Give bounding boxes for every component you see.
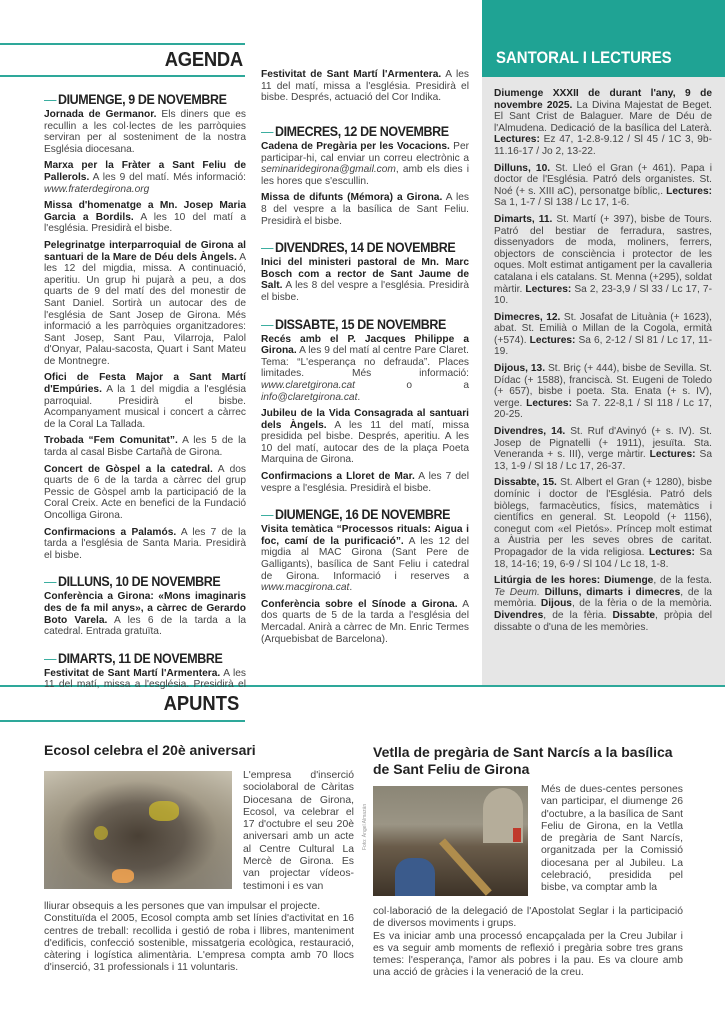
dash-icon: — bbox=[44, 574, 57, 590]
article-paragraph: Es va iniciar amb una processó encapçalada per la Creu Jubilar i es va seguir amb moments de reflexió i pregària sobre tres grans temes: l'esperança, l'amor als pobres i la pau. Es va cloure amb una acció de gràcies i la veneració de la creu. bbox=[373, 930, 683, 979]
entry-title: Ofici de Festa Major a Sant Martí d'Empúries. bbox=[44, 372, 246, 396]
dash-icon: — bbox=[44, 650, 57, 666]
santoral-entry bbox=[494, 363, 712, 421]
agenda-title: AGENDA bbox=[164, 49, 243, 71]
group-celebration-photo bbox=[44, 771, 232, 889]
entry-title: Recés amb el P. Jacques Philippe a Girona. bbox=[261, 333, 469, 357]
article-side-text: L'empresa d'inserció sociolaboral de Càritas Diocesana de Girona, Ecosol, va celebrar el 17 d'octubre el seu 20è aniversari amb un acte al Centre Cultural La Mercè de Girona. Es van projectar vídeos-testimoni i es van bbox=[243, 770, 354, 892]
entry-text: A dos quarts de 6 de la tarda a càrrec del grup Pessic de Gòspel amb la participació de la Coral Creix. Acte en benefici de la Fundació Oncolliga Girona. bbox=[44, 463, 246, 521]
liturgia-day: Dilluns, dimarts i dimecres bbox=[539, 586, 681, 598]
entry-link[interactable]: www.macgirona.cat bbox=[261, 582, 350, 594]
apunts-title: APUNTS bbox=[163, 693, 239, 715]
day-heading-text: DIUMENGE, 9 DE NOVEMBRE bbox=[57, 92, 227, 107]
entry-text: A les 9 del matí al centre Pare Claret. Tema: “L'esperança no defrauda”. Places limitades. Més informació: bbox=[261, 345, 469, 380]
article-paragraph: lliurar obsequis a les persones que van impulsar el projecte. bbox=[44, 901, 321, 912]
lectures-label: Lectures: bbox=[529, 334, 576, 346]
liturgia-day: Dijous bbox=[540, 598, 572, 610]
entry-link[interactable]: www.fraterdegirona.org bbox=[44, 183, 150, 195]
santoral-column bbox=[494, 88, 712, 638]
entry-title: Marxa per la Fràter a Sant Feliu de Pallerols. bbox=[44, 160, 246, 183]
entry-text: , amb els dies i les hores que s'escullin. bbox=[261, 164, 469, 187]
basilica-prayer-photo bbox=[373, 786, 528, 896]
day-heading bbox=[44, 651, 232, 667]
agenda-entry bbox=[261, 334, 469, 404]
entry-title: Jornada de Germanor. bbox=[44, 109, 157, 120]
santoral-entry bbox=[494, 477, 712, 570]
article-body bbox=[373, 906, 683, 980]
santoral-text: St. Albert el Gran (+ 1280), bisbe domínic i doctor de l'Església. Patró dels biòlegs, farmacèutics, físics, matemàtics i científics en general. St. Leopold (+ 1156), conegut com «el Pietós». Príncep molt estimat a Àustria per les seves obres de caritat. Propagador de la vida religiosa. bbox=[494, 477, 712, 558]
article-title: Ecosol celebra el 20è aniversari bbox=[44, 742, 256, 758]
agenda-entry bbox=[261, 524, 469, 594]
entry-title: Visita temàtica “Processos rituals: Aigua i foc, camí de la purificació”. bbox=[261, 524, 469, 547]
entry-text: A les 9 del matí. Més informació: bbox=[89, 171, 246, 183]
article-title: Vetlla de pregària de Sant Narcís a la basílica de Sant Feliu de Girona bbox=[373, 744, 673, 777]
santoral-day: Dijous, 13. bbox=[494, 363, 546, 375]
lectures-text: Ez 47, 1-2.8-9.12 / Sl 45 / 1C 3, 9b-11.16-17 / Jo 2, 13-22. bbox=[494, 134, 712, 157]
entry-text: A dos quarts de 5 de la tarda a l'església del Mercadal. Anirà a càrrec de Mn. Enric Termes (Arquebisbat de Barcelona). bbox=[261, 598, 469, 645]
entry-title: Inici del ministeri pastoral de Mn. Marc Bosch com a rector de Sant Jaume de Salt. bbox=[261, 257, 469, 292]
entry-title: Festivitat de Sant Martí l'Armentera. bbox=[44, 667, 221, 679]
lectures-text: Sa 18, 14-16; 19, 6-9 / Sl 104 / Lc 18, 1-8. bbox=[494, 546, 712, 570]
liturgia-text: , de la festa. bbox=[653, 575, 713, 587]
agenda-entry bbox=[261, 141, 469, 187]
liturgia-label: Litúrgia de les hores: bbox=[494, 575, 601, 587]
agenda-entry bbox=[44, 200, 246, 235]
day-heading-text: DIMECRES, 12 DE NOVEMBRE bbox=[274, 124, 449, 139]
agenda-column-2 bbox=[261, 69, 470, 650]
santoral-entry bbox=[494, 163, 712, 209]
lectures-label: Lectures: bbox=[649, 449, 696, 461]
dash-icon: — bbox=[261, 124, 274, 139]
santoral-entry bbox=[494, 214, 712, 307]
agenda-entry bbox=[261, 408, 469, 466]
entry-title: Missa d'homenatge a Mn. Josep Maria Garcia a Bordils. bbox=[44, 200, 246, 223]
entry-text: A les 8 del vespre a la basílica de Sant Feliu. Presidirà el bisbe. bbox=[261, 192, 469, 227]
santoral-text: St. Ruf d'Avinyó (+ s. IV). St. Josep de Pignatelli (+ 1911), jesuïta. Sta. Veneranda + s. III), verge màrtir. bbox=[494, 426, 712, 461]
santoral-header bbox=[482, 0, 725, 77]
liturgia-day: Dissabte bbox=[612, 609, 655, 621]
agenda-entry bbox=[261, 599, 469, 645]
entry-text: A les 6 de la tarda a la catedral. Entrada gratuïta. bbox=[44, 614, 247, 638]
entry-link[interactable]: www.claretgirona.cat bbox=[261, 379, 355, 391]
liturgia-day: Diumenge bbox=[600, 575, 654, 587]
dash-icon: — bbox=[44, 92, 57, 107]
lectures-text: Sa 2, 23-3,9 / Sl 33 / Lc 17, 7-10. bbox=[494, 283, 712, 307]
santoral-text: St. Briç (+ 444), bisbe de Sevilla. St. Dídac (+ 1588), franciscà. St. Eugeni de Toledo (+ 657), bisbe i poeta. Sta. Enata (+ s. IV), verge. bbox=[494, 363, 712, 409]
day-heading-text: DISSABTE, 15 DE NOVEMBRE bbox=[274, 316, 446, 332]
lectures-label: Lectures: bbox=[525, 283, 572, 295]
liturgia-text: , de la fèria. bbox=[543, 609, 613, 621]
santoral-title: SANTORAL I LECTURES bbox=[496, 48, 672, 67]
apunts-header bbox=[0, 687, 245, 722]
liturgia-entry bbox=[494, 575, 712, 633]
liturgia-day: Divendres bbox=[494, 609, 544, 621]
santoral-entry bbox=[494, 426, 712, 472]
lectures-label: Lectures: bbox=[649, 546, 695, 558]
entry-text: A les 11 del matí, missa presidida pel bisbe. Després, aperitiu. A les 10 del matí, autocar des de la plaça Poeta Marquina de Girona. bbox=[261, 419, 470, 466]
agenda-entry bbox=[261, 257, 469, 303]
entry-text: A les 10 del matí a l'església. Presidirà el bisbe. bbox=[44, 211, 246, 235]
entry-text: A les 11 del matí, missa a l'església. Presidirà el bisbe. Després, actuació del Cor Indika. bbox=[261, 69, 469, 104]
liturgia-text: , de la fèria o de la memòria. bbox=[571, 598, 712, 610]
article-side-text: Més de dues-centes persones van participar, el diumenge 26 d'octubre, a la basílica de Sant Feliu de Girona, en la Vetlla de pregària de Sant Narcís, organitzada per la Comissió diocesana per al Jubileu. La celebració, presidida pel bisbe, va comptar amb la bbox=[541, 784, 683, 894]
santoral-day: Dissabte, 15. bbox=[494, 477, 557, 489]
day-heading bbox=[44, 92, 232, 108]
agenda-entry bbox=[44, 160, 246, 195]
entry-text: Els diners que es recullin a les col·lectes de les parròquies serviran per al sosteniment de la nostra Església diocesana. bbox=[44, 109, 246, 155]
agenda-entry bbox=[44, 435, 246, 458]
agenda-entry bbox=[44, 372, 246, 430]
entry-text: A les 7 del vespre a l'església. Presidirà el bisbe. bbox=[261, 471, 469, 494]
entry-text: . bbox=[349, 582, 353, 594]
day-heading bbox=[261, 317, 454, 333]
entry-link[interactable]: seminaridegirona@gmail.com bbox=[261, 164, 396, 176]
entry-text: A les 7 de la tarda a l'església de Santa Maria. Presidirà el bisbe. bbox=[44, 526, 246, 561]
day-heading bbox=[261, 507, 454, 523]
article-paragraph: col·laboració de la delegació de l'Apostolat Seglar i la participació de diversos moviments i grups. bbox=[373, 906, 683, 930]
entry-title: Conferència a Girona: «Mons imaginaris des de fa mil anys», a càrrec de Gerardo Boto Varela. bbox=[44, 591, 246, 626]
santoral-day: Divendres, 14. bbox=[494, 426, 566, 438]
agenda-header bbox=[0, 43, 245, 77]
lectures-label: Lectures: bbox=[494, 134, 540, 146]
day-heading-text: DIMARTS, 11 DE NOVEMBRE bbox=[57, 650, 223, 666]
entry-title: Confirmacions a Lloret de Mar. bbox=[261, 471, 415, 483]
agenda-entry bbox=[44, 109, 246, 155]
agenda-entry bbox=[261, 471, 469, 494]
agenda-entry bbox=[261, 192, 469, 227]
day-heading bbox=[261, 240, 454, 256]
entry-text: A les 5 de la tarda al casal Bisbe Cartañà de Girona. bbox=[44, 435, 246, 459]
lectures-label: Lectures: bbox=[666, 185, 712, 197]
agenda-column-1 bbox=[44, 92, 246, 696]
entry-title: Confirmacions a Palamós. bbox=[44, 526, 177, 538]
liturgia-text: , pròpia del dissabte o d'una de les memòries. bbox=[494, 609, 713, 633]
dash-icon: — bbox=[261, 507, 274, 523]
entry-text: A les 11 del matí, missa a l'església. Presidirà el bbox=[44, 667, 246, 691]
lectures-text: Sa 13, 1-9 / Sl 18 / Lc 17, 26-37. bbox=[494, 449, 712, 472]
liturgia-text: , de la memòria. bbox=[494, 586, 713, 610]
day-heading bbox=[261, 124, 454, 140]
agenda-entry bbox=[44, 527, 246, 562]
article-body bbox=[44, 901, 354, 975]
entry-title: Trobada “Fem Comunitat”. bbox=[44, 435, 178, 447]
santoral-text: St. Martí (+ 397), bisbe de Tours. Patró del bestiar de ferradura, sastres, dissenyadors de moda, moliners, ferrers, objectors de consciència i protector de les oques. Molt estimat antigament per la cavalleria catalana i els catalans. St. Menna (+295), soldat màrtir. bbox=[494, 213, 712, 295]
entry-text: . bbox=[357, 391, 361, 403]
santoral-day: Dimecres, 12. bbox=[494, 311, 561, 323]
entry-title: Pelegrinatge interparroquial de Girona al santuari de la Mare de Déu dels Àngels. bbox=[44, 239, 246, 263]
agenda-entry-continued bbox=[261, 69, 469, 115]
lectures-text: Sa 7. 22-8,1 / Sl 118 / Lc 17, 20-25. bbox=[494, 397, 712, 421]
liturgia-text: Te Deum. bbox=[494, 586, 540, 598]
entry-link[interactable]: info@claretgirona.cat bbox=[261, 391, 358, 403]
santoral-entry bbox=[494, 312, 712, 358]
agenda-entry bbox=[44, 591, 246, 637]
entry-text: A les 12 del migdia, missa. A continuació, aperitiu. Un grup hi pujarà a peu, a dos quarts de 9 del matí des del monestir de Sant Daniel. Sortirà un autocar des de l'església de Sant Josep de Girona. Més informació a les parròquies organitzadores: Sant Josep, Sant Pau, Vilarroja, Palol d'Onyar, Palau-sacosta, Quart i Sant Mateu de Montnegre. bbox=[44, 251, 246, 367]
entry-text: A les 8 del vespre a l'església. Presidirà el bisbe. bbox=[261, 280, 469, 303]
dash-icon: — bbox=[261, 240, 274, 256]
agenda-entry bbox=[44, 240, 246, 368]
entry-text: o a bbox=[355, 379, 469, 391]
entry-title: Cadena de Pregària per les Vocacions. bbox=[261, 141, 450, 152]
santoral-day: Dimarts, 11. bbox=[494, 213, 553, 225]
entry-title: Concert de Gòspel a la catedral. bbox=[44, 463, 213, 475]
lectures-text: Sa 1, 1-7 / Sl 138 / Lc 17, 1-6. bbox=[494, 197, 630, 209]
santoral-entry bbox=[494, 88, 712, 158]
santoral-text: St. Josafat de Lituània (+ 1623), abat. St. Emilià o Millan de la Cogola, ermità (+574). bbox=[494, 311, 713, 346]
photo-credit: Foto: Àngel Almazán bbox=[362, 803, 368, 850]
santoral-day: Dilluns, 10. bbox=[494, 162, 551, 174]
entry-title: Conferència sobre el Sínode a Girona. bbox=[261, 598, 458, 610]
day-heading-text: DIUMENGE, 16 DE NOVEMBRE bbox=[274, 507, 451, 523]
lectures-text: Sa 6, 2-12 / Sl 81 / Lc 17, 11-19. bbox=[494, 334, 712, 358]
day-heading-text: DILLUNS, 10 DE NOVEMBRE bbox=[57, 574, 221, 590]
entry-title: Jubileu de la Vida Consagrada al santuari dels Àngels. bbox=[261, 408, 469, 431]
lectures-label: Lectures: bbox=[526, 397, 572, 409]
santoral-text: La Divina Majestat de Beget. El Sant Crist de Balaguer. Mare de Déu de l'Almudena. Dedicació de la basílica del Laterà. bbox=[494, 99, 712, 134]
day-heading bbox=[44, 574, 232, 590]
entry-text: Per participar-hi, cal enviar un correu electrònic a bbox=[261, 141, 469, 164]
santoral-text: St. Lleó el Gran (+ 461). Papa i doctor de l'Església. Patró dels organistes. St. Noé (+ s. XIII aC), personatge bíblic,. bbox=[494, 162, 712, 197]
agenda-entry bbox=[44, 464, 246, 522]
santoral-day: Diumenge XXXII de durant l'any, 9 de novembre 2025. bbox=[494, 88, 712, 111]
entry-title: Festivitat de Sant Martí l'Armentera. bbox=[261, 69, 442, 80]
dash-icon: — bbox=[261, 316, 274, 332]
entry-title: Missa de difunts (Mémora) a Girona. bbox=[261, 192, 443, 204]
day-heading-text: DIVENDRES, 14 DE NOVEMBRE bbox=[274, 240, 456, 256]
article-paragraph: Constituïda el 2005, Ecosol compta amb set línies d'activitat en 16 centres de treball: recollida i gestió de roba i llibres, manteniment d'edificis, confecció sostenible, missatgeria ecològica, restauració, càtering i logística alimentària. L'empresa compta amb 70 llocs d'inserció, 31 professionals i 11 voluntaris. bbox=[44, 913, 354, 974]
entry-text: A les 12 del migdia al MAC Girona (Sant Pere de Galligants), basílica de Sant Feliu i catedral de Girona. Informació i reserves a bbox=[261, 535, 469, 582]
entry-text: A la 1 del migdia a l'església parroquial. Presidirà el bisbe. Acompanyament musical i concert a càrrec de la Coral La Tallada. bbox=[44, 384, 246, 430]
